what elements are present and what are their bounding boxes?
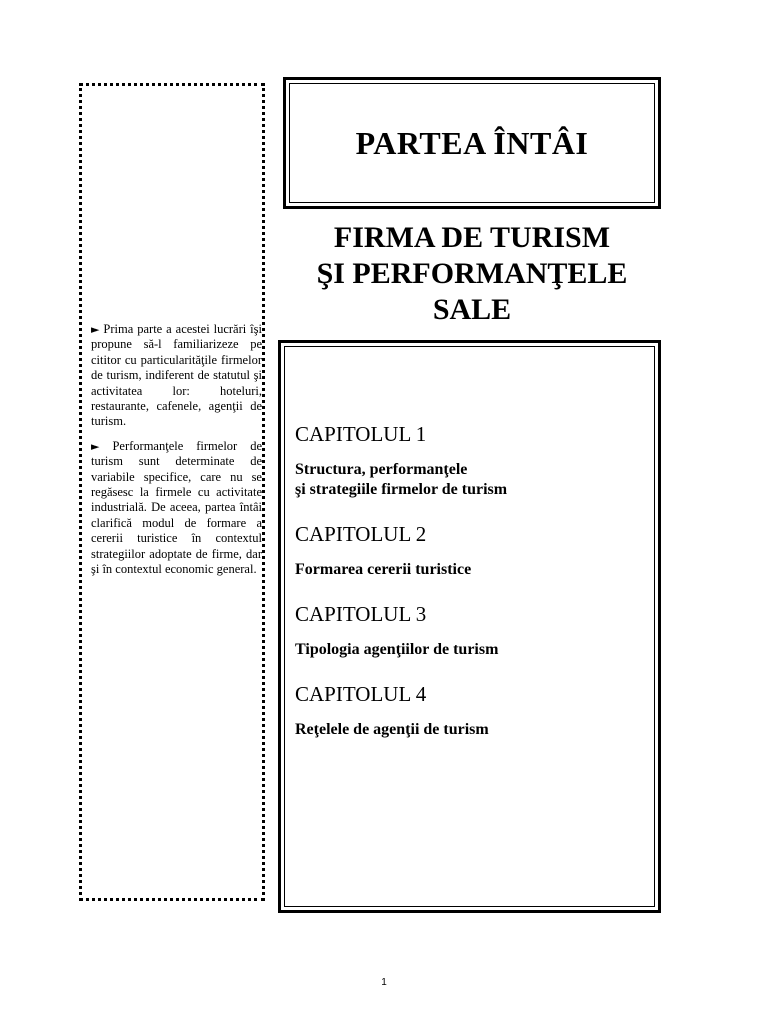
chapter-heading: CAPITOLUL 4: [295, 682, 427, 706]
main-title: [283, 220, 661, 328]
main-title-line: FIRMA DE TURISM: [333, 221, 611, 254]
chapter-title: Tipologia agenţiilor de turism: [295, 641, 499, 658]
chapter-list-box-inner: [284, 346, 655, 907]
chapter-list-box: [278, 340, 661, 913]
chapter-list: [295, 421, 645, 761]
chapter-heading: CAPITOLUL 2: [295, 522, 427, 546]
main-title-line: ŞI PERFORMANŢELE: [316, 257, 628, 290]
sidebar-paragraph: ► Performanţele firmelor de turism sunt determinate de variabile specifice, care nu se regăsesc la firmele cu activitate industrială. De aceea, partea întâi clarifică modul de formare a cererii turistice în contextul strategiilor adoptate de firme, dar şi în contextul economic general.: [91, 438, 263, 577]
chapter-heading: CAPITOLUL 3: [295, 602, 427, 626]
main-title-line: SALE: [432, 293, 512, 326]
page-number: 1: [381, 977, 387, 988]
chapter-item: [295, 521, 645, 580]
part-title-box-inner: [289, 83, 655, 203]
part-title-box: [283, 77, 661, 209]
chapter-item: [295, 421, 645, 500]
chapter-heading: CAPITOLUL 1: [295, 422, 427, 446]
sidebar-text: [91, 322, 262, 587]
sidebar-paragraph: ► Prima parte a acestei lucrări îşi propune să-l familiarizeze pe cititor cu particularităţile firmelor de turism, indiferent de statutul şi activitatea lor: hoteluri, restaurante, cafenele, agenţii de turism.: [91, 322, 262, 429]
chapter-item: [295, 601, 645, 660]
chapter-title: Structura, performanţele şi strategiile firmelor de turism: [295, 461, 508, 498]
sidebar-note-box: [79, 83, 265, 901]
chapter-item: [295, 681, 645, 740]
chapter-title: Formarea cererii turistice: [295, 561, 472, 578]
bullet-arrow-icon: ►: [91, 323, 100, 336]
bullet-arrow-icon: ►: [91, 439, 100, 453]
chapter-title: Reţelele de agenţii de turism: [295, 721, 489, 738]
part-title: PARTEA ÎNTÂI: [355, 124, 589, 161]
